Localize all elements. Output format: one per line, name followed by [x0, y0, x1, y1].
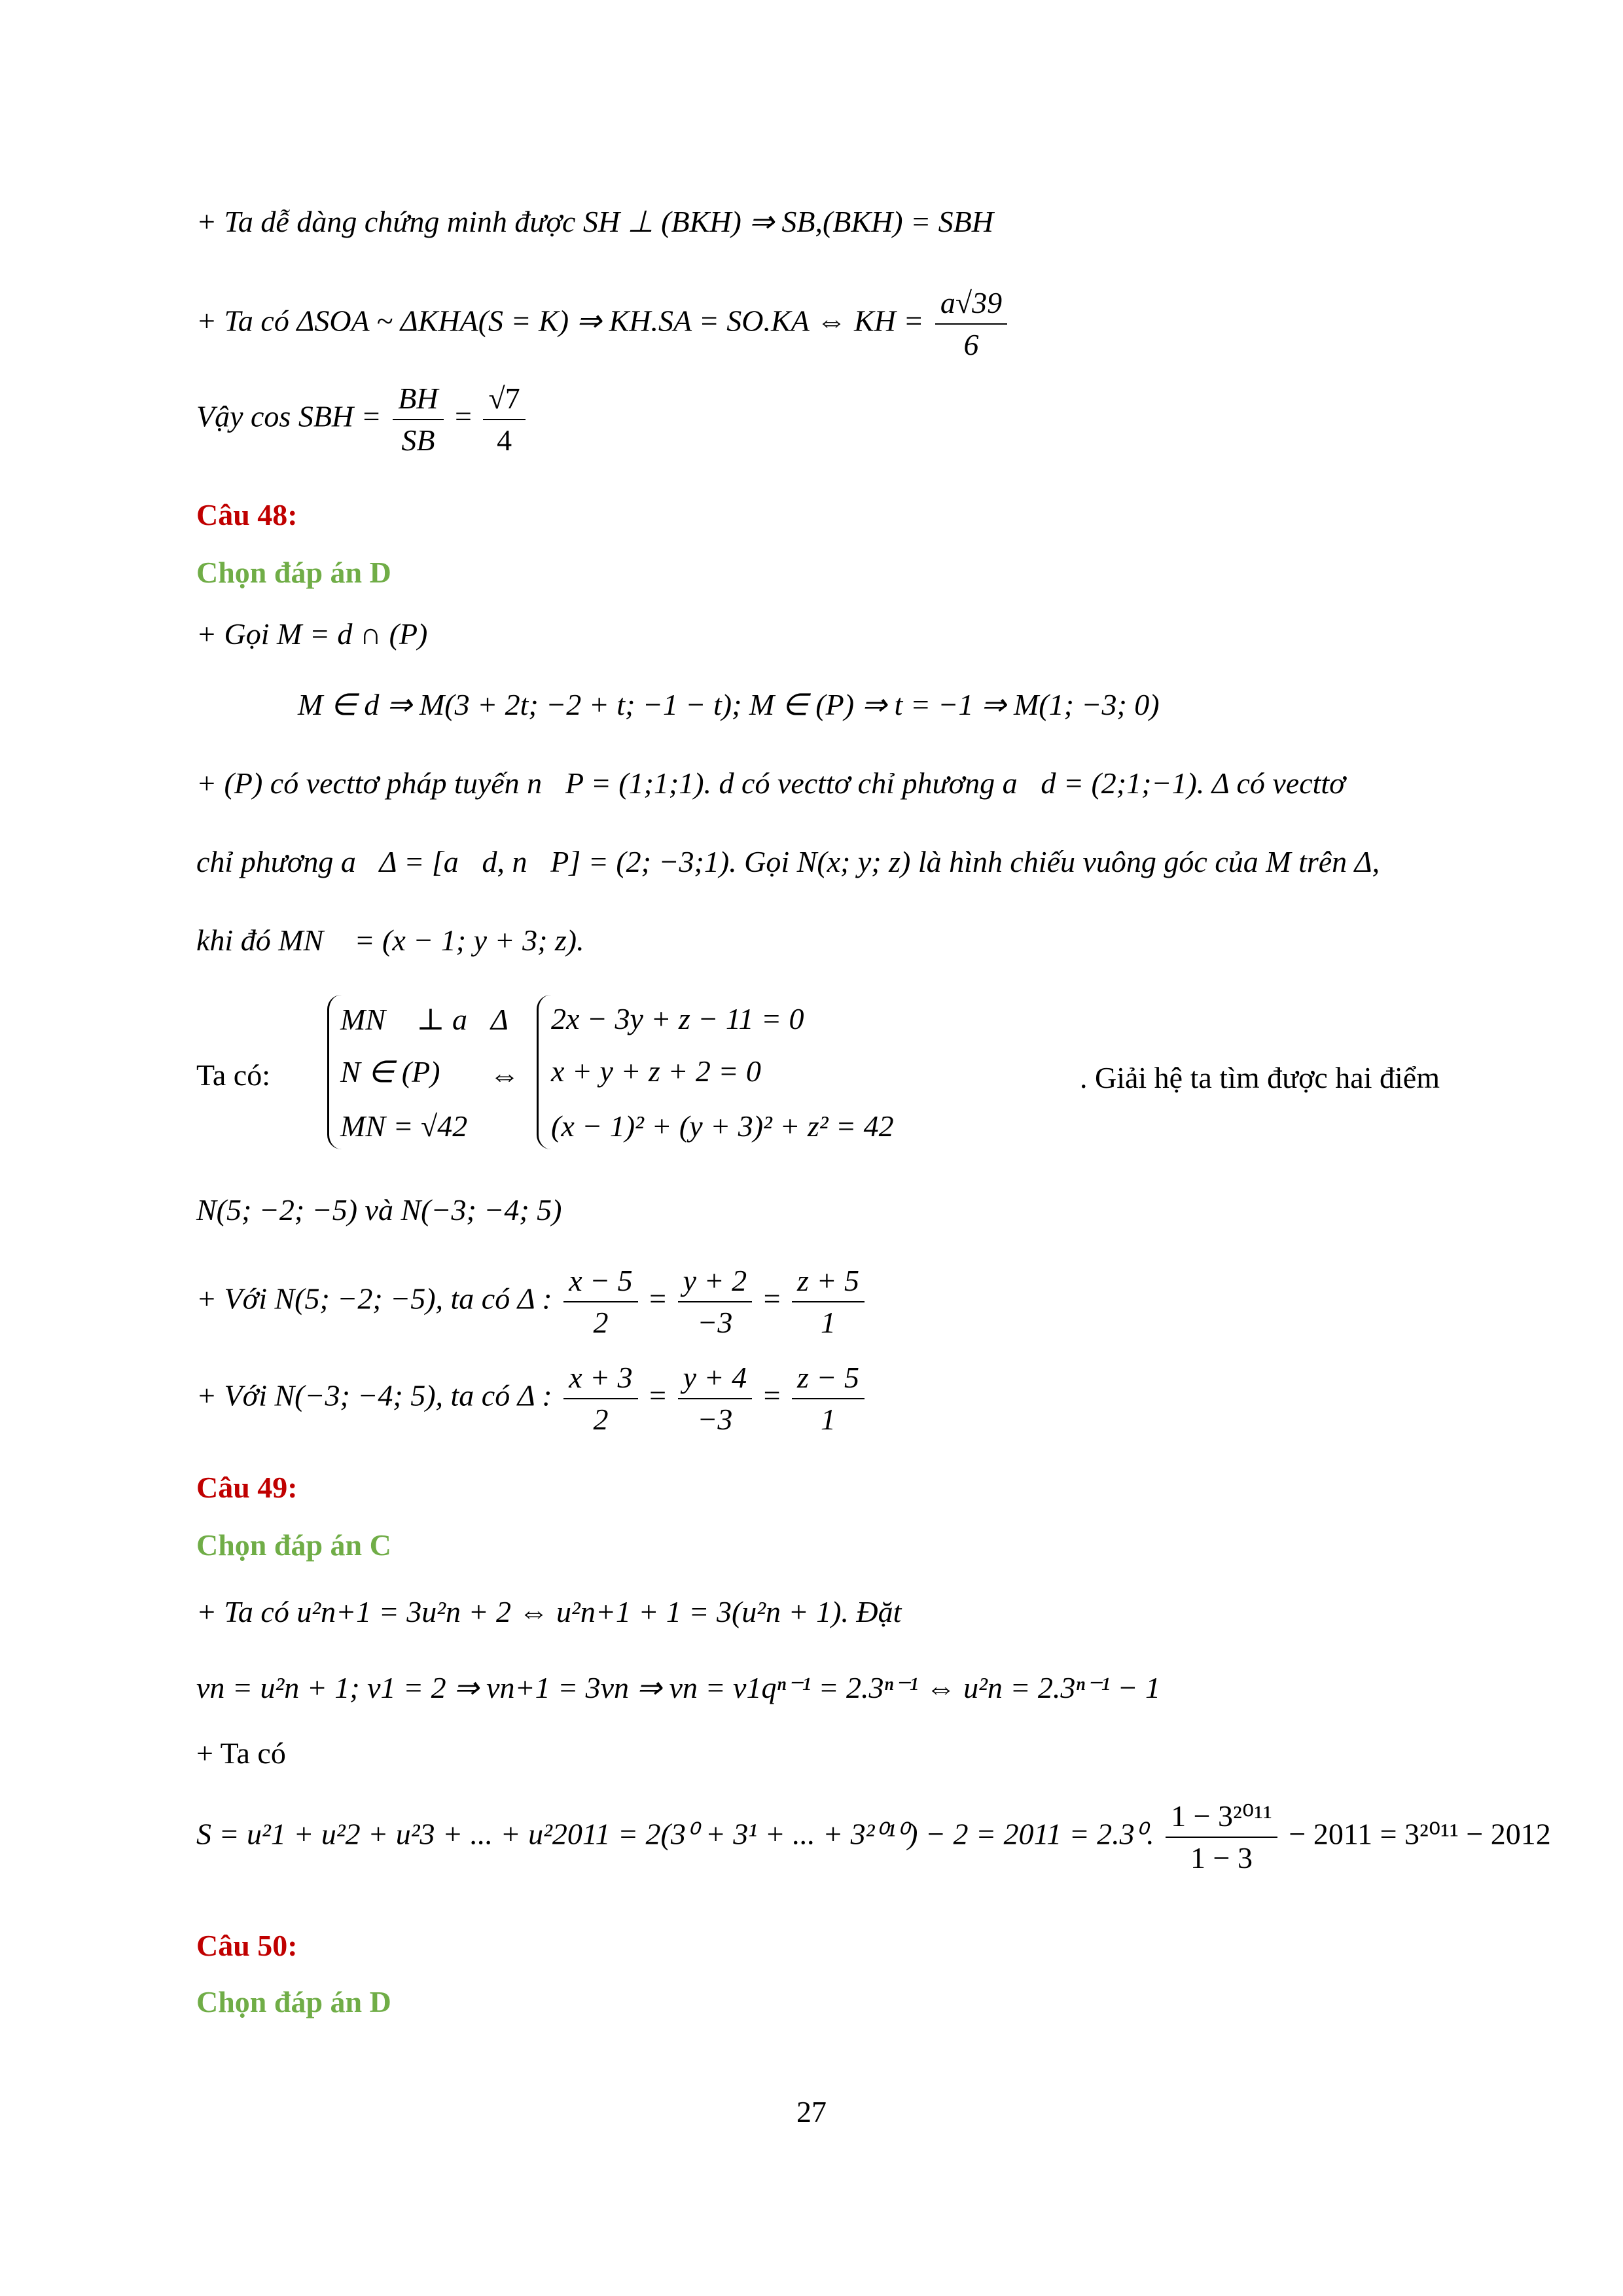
fraction-11-1 [563, 1266, 637, 1338]
question-49-answer: Chọn đáp án C [196, 1528, 391, 1562]
fraction-bh-sb [393, 384, 443, 456]
fraction-11-2-num: y + 2 [678, 1266, 752, 1302]
fraction-12-3 [792, 1363, 865, 1435]
fraction-11-1-num: x − 5 [563, 1266, 637, 1302]
fraction-12-3-den: 1 [821, 1403, 836, 1436]
fraction-12-1-den: 2 [593, 1403, 609, 1436]
text-line-2 [196, 288, 1011, 360]
system-equiv: ⇔ [490, 1058, 520, 1092]
equals-sign: = [763, 1282, 781, 1316]
fraction-12-2 [678, 1363, 752, 1435]
fraction-geometric-sum [1166, 1801, 1277, 1873]
text-line-3-main: Vậy cos SBH = [196, 399, 382, 433]
fraction-sqrt7-den: 4 [497, 423, 512, 457]
system-1-eq-c: MN = √42 [340, 1109, 468, 1143]
text-line-2-main: + Ta có ΔSOA ~ ΔKHA(S = K) ⇒ KH.SA = SO.KA ⇔ KH = [196, 304, 924, 338]
fraction-12-2-num: y + 4 [678, 1363, 752, 1399]
text-line-9-tail: . Giải hệ ta tìm được hai điểm [1079, 1061, 1440, 1094]
fraction-bh-num: BH [393, 384, 443, 420]
system-2-eq-a: 2x − 3y + z − 11 = 0 [551, 1002, 804, 1035]
text-line-16-right: − 2011 = 3²⁰¹¹ − 2012 [1289, 1817, 1551, 1851]
system-2-brace [537, 995, 552, 1149]
fraction-11-3 [792, 1266, 865, 1338]
text-line-12-main: + Với N(−3; −4; 5), ta có Δ : [196, 1378, 552, 1412]
fraction-kh-den: 6 [963, 328, 979, 361]
fraction-sb-den: SB [401, 423, 435, 457]
page-number: 27 [796, 2095, 827, 2128]
fraction-kh [935, 288, 1007, 360]
text-line-11 [196, 1266, 868, 1338]
fraction-geometric-num: 1 − 3²⁰¹¹ [1166, 1801, 1277, 1838]
text-line-16 [196, 1801, 1551, 1873]
fraction-12-1 [563, 1363, 637, 1435]
fraction-sqrt7-num: √7 [483, 384, 525, 420]
fraction-12-2-den: −3 [697, 1403, 733, 1436]
fraction-geometric-den: 1 − 3 [1190, 1841, 1253, 1874]
text-line-11-main: + Với N(5; −2; −5), ta có Δ : [196, 1282, 552, 1316]
fraction-11-3-num: z + 5 [792, 1266, 865, 1302]
text-line-7: chỉ phương a⃗Δ = [a⃗d, n⃗P] = (2; −3;1). Gọi N(x; y; z) là hình chiếu vuông góc của M trên Δ, [196, 845, 1380, 878]
question-50-heading: Câu 50: [196, 1929, 298, 1962]
system-1-eq-b: N ∈ (P) [340, 1055, 440, 1088]
system-1-eq-a: MN⃗ ⊥ a⃗Δ [340, 1003, 508, 1036]
fraction-12-1-num: x + 3 [563, 1363, 637, 1399]
text-line-9-lead: Ta có: [196, 1058, 271, 1092]
fraction-sqrt7 [483, 384, 525, 456]
equals-sign: = [455, 399, 472, 433]
system-2-eq-c: (x − 1)² + (y + 3)² + z² = 42 [551, 1109, 894, 1143]
fraction-12-3-num: z − 5 [792, 1363, 865, 1399]
text-line-13: + Ta có u²n+1 = 3u²n + 2 ⇔ u²n+1 + 1 = 3(u²n + 1). Đặt [196, 1595, 902, 1628]
fraction-11-2-den: −3 [697, 1306, 733, 1339]
equals-sign: = [763, 1378, 781, 1412]
text-line-8: khi đó MN⃗ = (x − 1; y + 3; z). [196, 924, 584, 957]
text-line-12 [196, 1363, 868, 1435]
text-line-10: N(5; −2; −5) và N(−3; −4; 5) [196, 1193, 562, 1227]
equals-sign: = [649, 1282, 667, 1316]
text-line-4: + Gọi M = d ∩ (P) [196, 617, 428, 651]
text-line-15: + Ta có [196, 1736, 286, 1770]
fraction-11-1-den: 2 [593, 1306, 609, 1339]
text-line-14: vn = u²n + 1; v1 = 2 ⇒ vn+1 = 3vn ⇒ vn = v1qⁿ⁻¹ = 2.3ⁿ⁻¹ ⇔ u²n = 2.3ⁿ⁻¹ − 1 [196, 1671, 1161, 1704]
fraction-kh-num: a√39 [935, 288, 1007, 325]
fraction-11-2 [678, 1266, 752, 1338]
question-48-heading: Câu 48: [196, 498, 298, 531]
question-48-answer: Chọn đáp án D [196, 556, 391, 589]
question-49-heading: Câu 49: [196, 1471, 298, 1504]
equals-sign: = [649, 1378, 667, 1412]
text-line-6: + (P) có vecttơ pháp tuyến n⃗P = (1;1;1). d có vecttơ chỉ phương a⃗d = (2;1;−1). Δ có vecttơ [196, 766, 1346, 800]
text-line-1: + Ta dễ dàng chứng minh được SH ⊥ (BKH) ⇒ SB,(BKH) = SBH [196, 205, 993, 238]
text-line-16-left: S = u²1 + u²2 + u²3 + ... + u²2011 = 2(3⁰ + 3¹ + ... + 3²⁰¹⁰) − 2 = 2011 = 2.3⁰. [196, 1817, 1154, 1851]
text-line-5: M ∈ d ⇒ M(3 + 2t; −2 + t; −1 − t); M ∈ (P) ⇒ t = −1 ⇒ M(1; −3; 0) [298, 688, 1160, 721]
system-2-eq-b: x + y + z + 2 = 0 [551, 1054, 761, 1088]
question-50-answer: Chọn đáp án D [196, 1985, 391, 2018]
text-line-3 [196, 384, 529, 456]
fraction-11-3-den: 1 [821, 1306, 836, 1339]
